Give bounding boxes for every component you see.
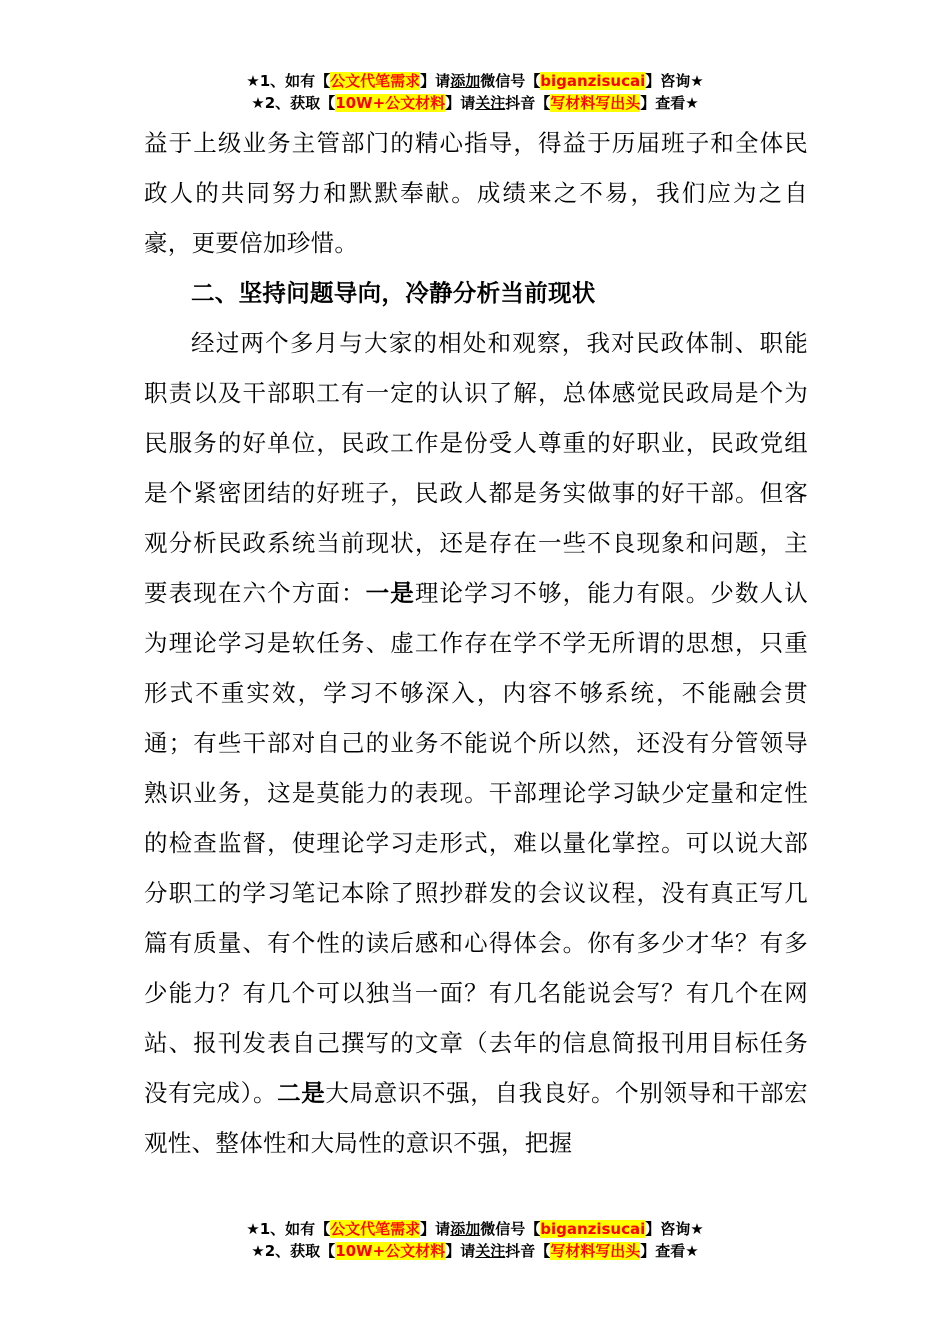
highlight-service: 公文代笔需求 (330, 1220, 421, 1238)
promo-line-2: ★2、获取【10W+公文材料】请关注抖音【写材料写出头】查看★ (251, 94, 699, 112)
promo-banner-top (0, 70, 950, 114)
highlight-wechat-id: biganzisucai (540, 72, 646, 90)
highlight-wechat-id: biganzisucai (540, 1220, 646, 1238)
point-one-label: 一是 (365, 579, 415, 607)
promo-banner-bottom (0, 1218, 950, 1262)
highlight-materials: 10W+公文材料 (335, 94, 446, 112)
paragraph-continuation: 益于上级业务主管部门的精心指导，得益于历届班子和全体民政人的共同努力和默默奉献。成绩来之不易，我们应为之自豪，更要倍加珍惜。 (144, 129, 808, 257)
point-two-label: 二是 (277, 1079, 326, 1107)
highlight-douyin-id: 写材料写出头 (550, 94, 641, 112)
highlight-materials: 10W+公文材料 (335, 1242, 446, 1260)
highlight-douyin-id: 写材料写出头 (550, 1242, 641, 1260)
promo-line-2: ★2、获取【10W+公文材料】请关注抖音【写材料写出头】查看★ (251, 1242, 699, 1260)
section-heading: 二、坚持问题导向，冷静分析当前现状 (191, 279, 596, 307)
document-body (144, 118, 808, 1168)
paragraph-main: 经过两个多月与大家的相处和观察，我对民政体制、职能职责以及干部职工有一定的认识了解，总体感觉民政局是个为民服务的好单位，民政工作是份受人尊重的好职业，民政党组是个紧密团结的好班子，民政人都是务实做事的好干部。但客观分析民政系统当前现状，还是存在一些不良现象和问题，主要表现在六个方面：一是理论学习不够，能力有限。少数人认为理论学习是软任务、虚工作存在学不学无所谓的思想，只重形式不重实效，学习不够深入，内容不够系统，不能融会贯通；有些干部对自己的业务不能说个所以然，还没有分管领导熟识业务，这是莫能力的表现。干部理论学习缺少定量和定性的检查监督，使理论学习走形式，难以量化掌控。可以说大部分职工的学习笔记本除了照抄群发的会议议程，没有真正写几篇有质量、有个性的读后感和心得体会。你有多少才华？有多少能力？有几个可以独当一面？有几名能说会写？有几个在网站、报刊发表自己撰写的文章（去年的信息简报刊用目标任务没有完成）。二是大局意识不强，自我良好。个别领导和干部宏观性、整体性和大局性的意识不强，把握 (144, 329, 808, 1157)
promo-line-1: ★1、如有【公文代笔需求】请添加微信号【biganzisucai】咨询★ (246, 72, 704, 90)
promo-line-1: ★1、如有【公文代笔需求】请添加微信号【biganzisucai】咨询★ (246, 1220, 704, 1238)
highlight-service: 公文代笔需求 (330, 72, 421, 90)
